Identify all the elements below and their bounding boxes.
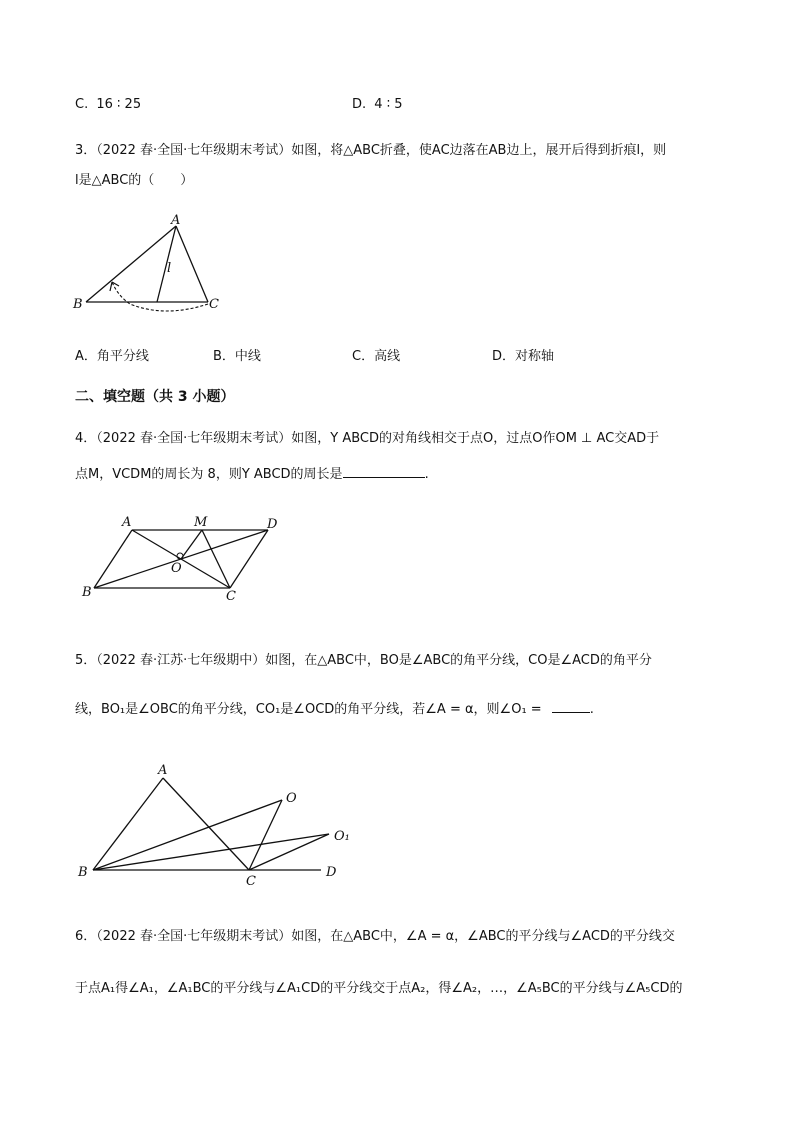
q5-stem-line2-end: . (589, 702, 594, 717)
q3-option-d-label: D． (492, 349, 516, 364)
q5-label-a: A (158, 763, 168, 778)
q3-option-d-text: 对称轴 (515, 349, 555, 364)
q3-option-b-label: B． (213, 349, 235, 364)
q5-segment-bo1 (93, 834, 329, 870)
q4-label-d: D (267, 517, 278, 532)
q3-option-a-text: 角平分线 (96, 349, 149, 364)
q4-label-c: C (226, 589, 236, 604)
q4-side-ab (94, 530, 132, 588)
q3-side-ac (176, 226, 208, 302)
q2-option-d (352, 97, 403, 112)
q3-option-c (352, 345, 400, 364)
q5-label-c: C (246, 874, 256, 889)
q3-stem-line2: l是△ABC的（ ） (75, 173, 194, 188)
q3-label-c: C (209, 297, 219, 312)
q3-option-d (492, 345, 554, 364)
q2-option-c (75, 97, 141, 112)
q5-stem-line2-text: 线，BO₁是∠OBC的角平分线，CO₁是∠OCD的角平分线，若∠A = α，则∠O₁ = (75, 702, 542, 717)
q2-option-d-value: 4 ∶ 5 (374, 97, 403, 112)
q3-label-b: B (73, 297, 83, 312)
q5-segment-co1 (249, 834, 329, 870)
q4-segment-om (181, 530, 202, 559)
q3-fold-arc (112, 282, 208, 311)
q3-option-a (75, 345, 149, 364)
q4-figure (80, 512, 290, 604)
q4-label-o: O (171, 561, 182, 576)
q5-figure (76, 760, 356, 889)
q5-label-b: B (78, 865, 88, 880)
q3-label-a: A (171, 213, 181, 228)
q3-side-ab (86, 226, 176, 302)
q5-side-ac (163, 778, 249, 870)
q4-label-b: B (82, 585, 92, 600)
q3-option-b (213, 345, 261, 364)
q4-stem-line2-end: . (424, 467, 429, 482)
q2-option-c-value: 16 ∶ 25 (96, 97, 142, 112)
q5-label-d: D (326, 865, 337, 880)
q4-side-dc (230, 530, 268, 588)
q4-label-a: A (122, 515, 132, 530)
q5-stem-line2 (75, 700, 594, 719)
q3-option-b-text: 中线 (234, 349, 261, 364)
q4-stem-line2 (75, 465, 429, 484)
q4-stem-line1: 4．（2022 春·全国·七年级期末考试）如图，Y ABCD的对角线相交于点O，过点O作OM ⊥ AC交AD于 (75, 431, 660, 446)
q3-label-l: l (167, 261, 172, 276)
q5-side-ab (93, 778, 163, 870)
q5-label-o: O (286, 791, 297, 806)
q3-stem-line1: 3．（2022 春·全国·七年级期末考试）如图，将△ABC折叠，使AC边落在AB边上，展开后得到折痕l，则 (75, 143, 667, 158)
q3-option-c-label: C． (352, 349, 375, 364)
q2-option-d-label: D. (352, 97, 367, 112)
q3-fold-arrow (110, 282, 119, 291)
q5-label-o1: O₁ (334, 829, 350, 844)
q3-figure (70, 212, 240, 317)
q4-label-m: M (194, 515, 208, 530)
q6-stem-line2: 于点A₁得∠A₁，∠A₁BC的平分线与∠A₁CD的平分线交于点A₂，得∠A₂，…，∠A₅BC的平分线与∠A₅CD的 (75, 981, 683, 996)
q5-answer-blank (552, 700, 590, 713)
q2-option-c-label: C. (75, 97, 89, 112)
q4-answer-blank (343, 465, 425, 478)
q6-stem-line1: 6．（2022 春·全国·七年级期末考试）如图，在△ABC中，∠A = α，∠ABC的平分线与∠ACD的平分线交 (75, 929, 675, 944)
q3-option-c-text: 高线 (374, 349, 401, 364)
q5-stem-line1: 5．（2022 春·江苏·七年级期中）如图，在△ABC中，BO是∠ABC的角平分线，CO是∠ACD的角平分 (75, 653, 652, 668)
q4-stem-line2-text: 点M，VCDM的周长为 8，则Y ABCD的周长是 (75, 467, 343, 482)
q3-option-a-label: A． (75, 349, 97, 364)
section-title: 二、填空题（共 3 小题） (75, 389, 235, 405)
